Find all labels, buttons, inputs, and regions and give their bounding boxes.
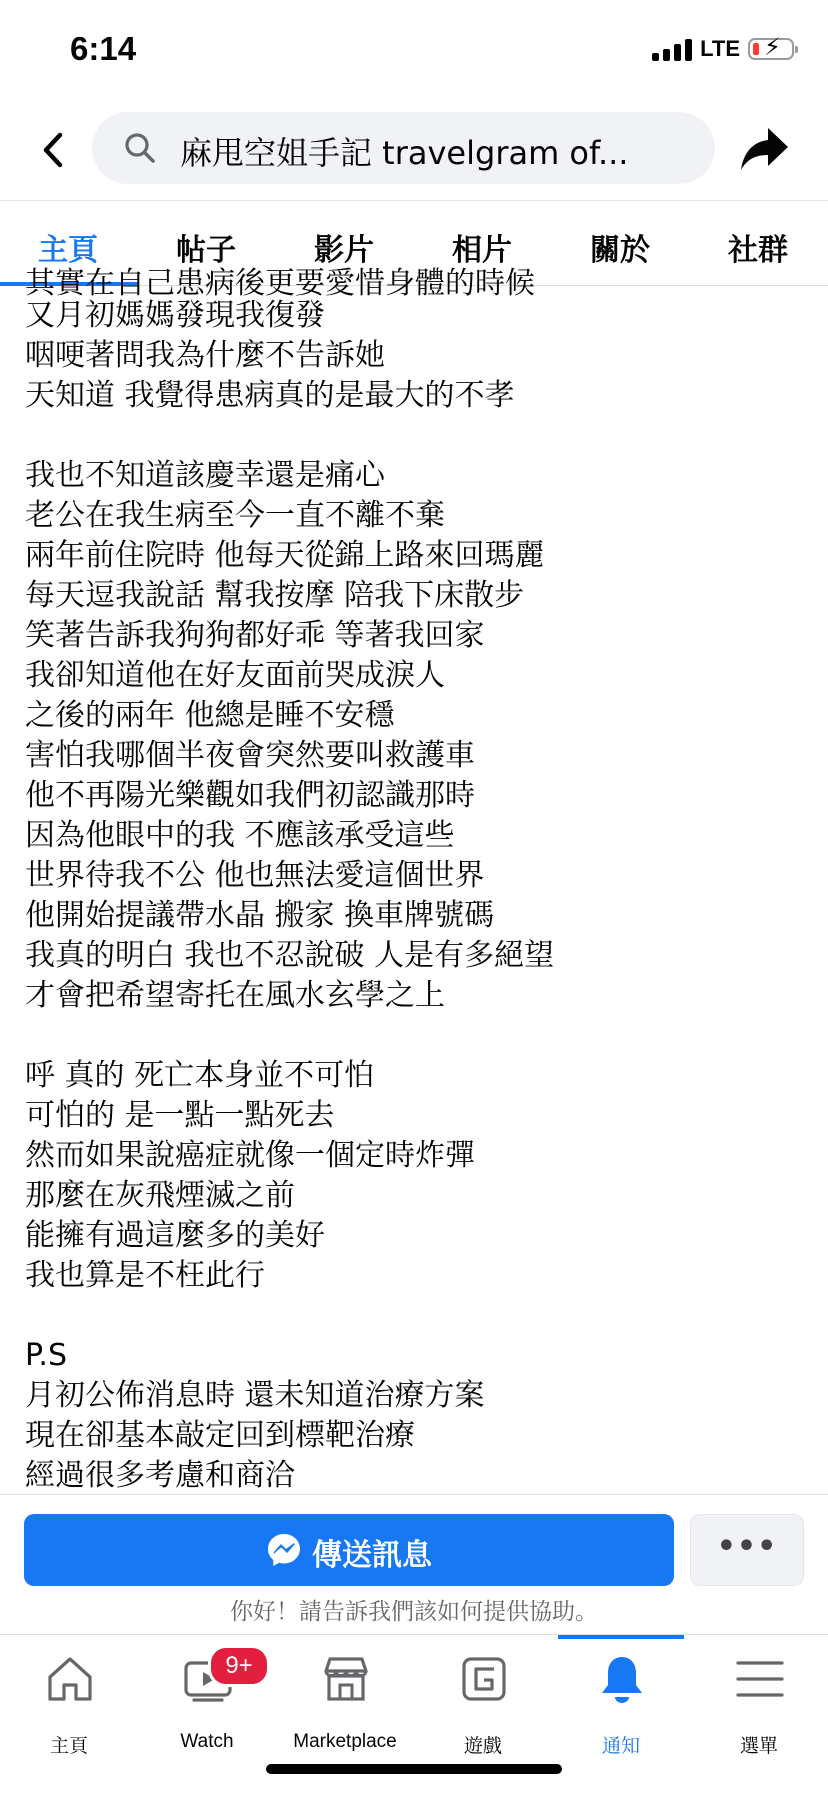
nav-item-marketplace[interactable] xyxy=(276,1653,414,1763)
search-bar[interactable] xyxy=(92,112,715,184)
post-line: 之後的兩年 他總是睡不安穩 xyxy=(25,698,395,733)
nav-label-watch: Watch xyxy=(180,1731,234,1752)
post-line: 又月初媽媽發現我復發 xyxy=(25,298,325,333)
post-line: 每天逗我說話 幫我按摩 陪我下床散步 xyxy=(25,578,525,613)
status-time: 6:14 xyxy=(70,30,137,67)
nav-label-marketplace: Marketplace xyxy=(293,1731,397,1752)
post-line: 那麼在灰飛煙滅之前 xyxy=(25,1178,295,1213)
more-icon: ••• xyxy=(716,1529,778,1564)
post-line: 然而如果說癌症就像一個定時炸彈 xyxy=(25,1138,475,1173)
post-line-clipped: 其實在自己患病後更要愛惜身體的時候 xyxy=(25,266,535,301)
bell-icon xyxy=(596,1653,648,1705)
post-line: 世界待我不公 他也無法愛這個世界 xyxy=(25,858,485,893)
back-icon[interactable] xyxy=(30,125,80,175)
post-line: 咽哽著問我為什麼不告訴她 xyxy=(25,338,385,373)
messenger-icon xyxy=(266,1532,302,1568)
post-text xyxy=(25,266,815,1494)
tab-about[interactable]: 關於 xyxy=(590,233,650,268)
nav-label-menu: 選單 xyxy=(739,1736,778,1757)
post-line: 害怕我哪個半夜會突然要叫救護車 xyxy=(25,738,475,773)
help-prompt: 你好！請告訴我們該如何提供協助。 xyxy=(230,1599,598,1625)
post-line: P.S xyxy=(25,1338,67,1373)
nav-label-gaming: 遊戲 xyxy=(463,1736,502,1757)
post-line: 呼 真的 死亡本身並不可怕 xyxy=(25,1058,375,1093)
battery-icon xyxy=(748,33,794,61)
tab-home[interactable]: 主頁 xyxy=(38,233,98,268)
send-message-label: 傳送訊息 xyxy=(312,1538,432,1573)
search-icon xyxy=(122,130,158,166)
nav-item-notifications[interactable] xyxy=(552,1653,690,1763)
post-line: 經過很多考慮和商洽 xyxy=(25,1458,295,1493)
battery-level xyxy=(753,43,759,55)
post-line: 才會把希望寄托在風水玄學之上 xyxy=(25,978,445,1013)
page-header xyxy=(0,100,828,200)
post-line: 我卻知道他在好友面前哭成淚人 xyxy=(25,658,445,693)
marketplace-icon xyxy=(320,1653,372,1705)
post-line: 老公在我生病至今一直不離不棄 xyxy=(25,498,445,533)
post-line: 他開始提議帶水晶 搬家 換車牌號碼 xyxy=(25,898,495,933)
signal-icon xyxy=(652,37,692,61)
network-type: LTE xyxy=(700,36,740,61)
nav-item-menu[interactable] xyxy=(690,1653,828,1763)
home-icon xyxy=(44,1653,96,1705)
charging-icon: ⚡ xyxy=(764,33,781,61)
nav-label-notifications: 通知 xyxy=(601,1736,640,1757)
post-line: 笑著告訴我狗狗都好乖 等著我回家 xyxy=(25,618,485,653)
search-query: 麻甩空姐手記 travelgram of... xyxy=(180,134,629,172)
post-line: 他不再陽光樂觀如我們初認識那時 xyxy=(25,778,475,813)
post-line: 兩年前住院時 他每天從錦上路來回瑪麗 xyxy=(25,538,545,573)
post-line: 我真的明白 我也不忍說破 人是有多絕望 xyxy=(25,938,555,973)
message-bar xyxy=(0,1494,828,1635)
post-line: 月初公佈消息時 還未知道治療方案 xyxy=(25,1378,485,1413)
share-icon[interactable] xyxy=(738,122,792,176)
notification-badge: 9+ xyxy=(208,1645,270,1687)
post-line: 我也算是不枉此行 xyxy=(25,1258,265,1293)
post-line: 天知道 我覺得患病真的是最大的不孝 xyxy=(25,378,515,413)
status-bar xyxy=(0,0,828,100)
home-indicator xyxy=(266,1764,562,1774)
nav-label-home: 主頁 xyxy=(49,1736,88,1757)
nav-item-gaming[interactable] xyxy=(414,1653,552,1763)
post-line: 可怕的 是一點一點死去 xyxy=(25,1098,335,1133)
post-line: 我也不知道該慶幸還是痛心 xyxy=(25,458,385,493)
post-line: 能擁有過這麼多的美好 xyxy=(25,1218,325,1253)
tab-posts[interactable]: 帖子 xyxy=(176,233,236,268)
nav-item-home[interactable] xyxy=(0,1653,138,1763)
tab-photos[interactable]: 相片 xyxy=(452,233,512,268)
post-line: 因為他眼中的我 不應該承受這些 xyxy=(25,818,455,853)
gaming-icon xyxy=(458,1653,510,1705)
more-options-button[interactable] xyxy=(690,1514,804,1586)
tab-videos[interactable]: 影片 xyxy=(314,233,374,268)
nav-active-indicator xyxy=(558,1635,684,1639)
send-message-button[interactable] xyxy=(24,1514,674,1586)
post-line: 現在卻基本敲定回到標靶治療 xyxy=(25,1418,415,1453)
menu-icon xyxy=(734,1653,786,1705)
status-indicators xyxy=(652,33,794,62)
tab-community[interactable]: 社群 xyxy=(728,233,788,268)
